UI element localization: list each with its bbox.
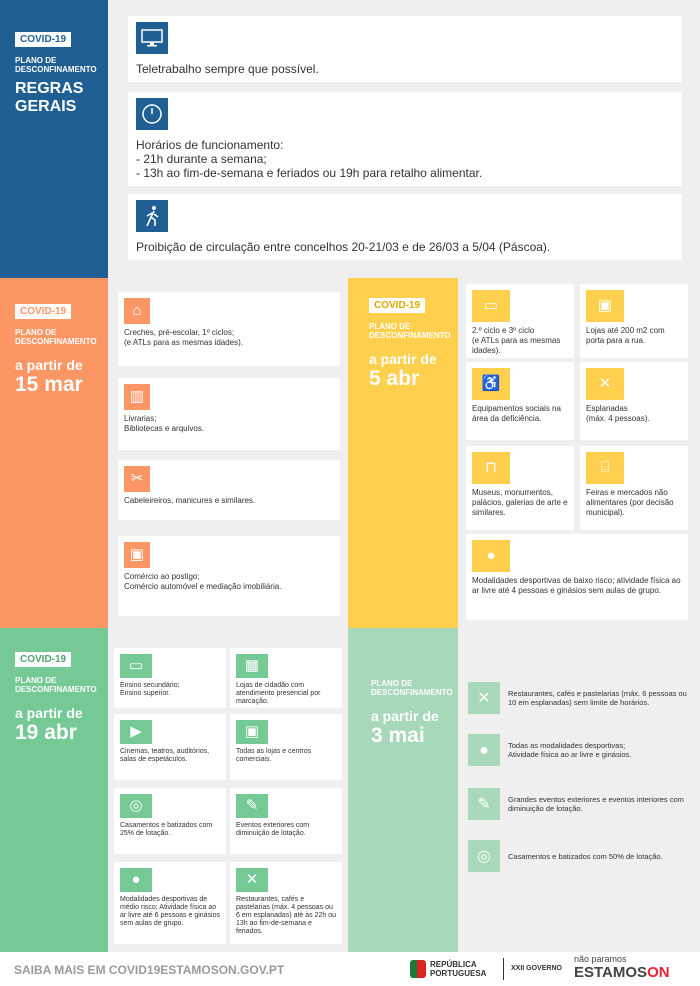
plan-subtitle: PLANO DE DESCONFINAMENTO (15, 56, 97, 74)
phase-prefix: a partir de (15, 357, 83, 373)
movie-camera-icon: ▶ (120, 720, 152, 744)
phase-prefix: a partir de (369, 351, 437, 367)
monitor-icon (136, 22, 168, 54)
phase1-side (0, 278, 108, 628)
phase-prefix: a partir de (15, 705, 83, 721)
plan-subtitle: PLANO DE DESCONFINAMENTO (371, 679, 453, 697)
phase3-card (230, 862, 342, 944)
calendar-icon: ▦ (236, 654, 268, 678)
plan-subtitle: PLANO DE DESCONFINAMENTO (15, 676, 97, 694)
phase1-card (118, 292, 340, 366)
rings-icon: ◎ (120, 794, 152, 818)
phase3-card (230, 648, 342, 708)
wheelchair-icon: ♿ (472, 368, 510, 400)
estamos-text: ESTAMOS (574, 964, 648, 981)
card-text: Casamentos e batizados com 25% de lotação. (120, 822, 213, 837)
card-text: Restaurantes, cafés e pastelarias (máx. 4 pessoas ou 6 em esplanadas) até às 22h ou 13h ao fim-de-semana e feriados. (236, 896, 337, 935)
rule-text: Proibição de circulação entre concelhos 20-21/03 e de 26/03 a 5/04 (Páscoa). (136, 240, 551, 254)
covid-tag: COVID-19 (15, 652, 71, 667)
phase4-item (468, 788, 692, 820)
card-text: Esplanadas (máx. 4 pessoas). (586, 404, 650, 423)
cutlery-icon: ✕ (236, 868, 268, 892)
phase1-card (118, 378, 340, 450)
museum-icon: ⊓ (472, 452, 510, 484)
estamos-on-logo (574, 954, 670, 981)
item-text: Restaurantes, cafés e pastelarias (máx. 6 pessoas ou 10 em esplanadas) sem limite de horários. (508, 689, 687, 707)
phase3-card (230, 788, 342, 854)
divider (503, 958, 504, 980)
sports-balls-icon: ● (468, 734, 500, 766)
item-text: Grandes eventos exteriores e eventos interiores com diminuição de lotação. (508, 795, 684, 813)
covid-tag: COVID-19 (15, 304, 71, 319)
card-text: Equipamentos sociais na área da deficiência. (472, 404, 561, 423)
card-text: Feiras e mercados não alimentares (por decisão municipal). (586, 488, 674, 517)
plan-subtitle: PLANO DE DESCONFINAMENTO (369, 322, 451, 340)
card-text: Lojas de cidadão com atendimento presencial por marcação. (236, 682, 321, 705)
republica-line1: REPÚBLICA (430, 960, 477, 969)
card-text: Ensino secundário; Ensino superior. (120, 682, 180, 697)
rule-card-telework (128, 16, 682, 82)
sports-balls-icon: ● (120, 868, 152, 892)
open-book-icon: ▭ (472, 290, 510, 322)
phase4-item (468, 682, 692, 714)
clock-icon (136, 98, 168, 130)
phase3-card (114, 648, 226, 708)
phase2-card (466, 284, 574, 358)
shopping-bags-icon: ▣ (586, 290, 624, 322)
shopping-bags-icon: ▣ (236, 720, 268, 744)
walking-person-icon (136, 200, 168, 232)
phase-date (15, 706, 108, 744)
phase3-card (114, 862, 226, 944)
phase1-card (118, 460, 340, 520)
phase-date-value: 5 abr (369, 367, 420, 390)
phase2-card (580, 446, 688, 530)
section-title: REGRAS GERAIS (15, 80, 84, 115)
on-text: ON (647, 964, 670, 981)
rings-icon: ◎ (468, 840, 500, 872)
ticket-icon: ✎ (468, 788, 500, 820)
more-info-link[interactable]: SAIBA MAIS EM COVID19ESTAMOSON.GOV.PT (14, 963, 285, 977)
phase4-item (468, 734, 692, 766)
market-stall-icon: ⌸ (586, 452, 624, 484)
rule-card-circulation (128, 194, 682, 260)
rule-text: Teletrabalho sempre que possível. (136, 62, 319, 76)
plan-subtitle: PLANO DE DESCONFINAMENTO (15, 328, 97, 346)
phase3-card (230, 714, 342, 780)
phase4-item (468, 840, 692, 872)
phase3-card (114, 788, 226, 854)
cutlery-icon: ✕ (586, 368, 624, 400)
phase2-side (348, 278, 458, 628)
republica-line2: PORTUGUESA (430, 969, 487, 978)
card-text: Eventos exteriores com diminuição de lotação. (236, 822, 310, 837)
rule-card-hours (128, 92, 682, 186)
card-text: Comércio ao postigo; Comércio automóvel e mediação imobiliária. (124, 572, 282, 591)
nao-paramos-text: não paramos (574, 954, 627, 964)
open-book-icon: ▭ (120, 654, 152, 678)
card-text: Modalidades desportivas de médio risco; Atividade física ao ar livre até 6 pessoas e ginásios sem aulas de grupo. (120, 896, 220, 927)
phase-date (15, 358, 108, 396)
republica-logo (410, 960, 486, 978)
barber-icon: ✂ (124, 466, 150, 492)
phase2-card (466, 534, 688, 620)
phase2-card (580, 284, 688, 358)
phase2-card (580, 362, 688, 440)
card-text: Cinemas, teatros, auditórios, salas de espetáculos. (120, 748, 210, 763)
shopping-bag-icon: ▣ (124, 542, 150, 568)
footer (0, 952, 700, 986)
phase-date-value: 3 mai (371, 724, 425, 747)
rule-text: Horários de funcionamento: - 21h durante a semana; - 13h ao fim-de-semana e feriados ou 19h para retalho alimentar. (136, 138, 483, 180)
card-text: Lojas até 200 m2 com porta para a rua. (586, 326, 665, 345)
phase-date (371, 709, 458, 747)
phase2-card (466, 446, 574, 530)
cutlery-icon: ✕ (468, 682, 500, 714)
phase4-side (348, 628, 458, 952)
sports-balls-icon: ● (472, 540, 510, 572)
flag-emblem-icon (410, 960, 426, 978)
card-text: 2.º ciclo e 3º ciclo (e ATLs para as mesmas idades). (472, 326, 561, 355)
covid-tag: COVID-19 (15, 32, 71, 47)
books-icon: ▥ (124, 384, 150, 410)
card-text: Livrarias; Bibliotecas e arquivos. (124, 414, 205, 433)
covid-tag: COVID-19 (369, 298, 425, 313)
phase3-card (114, 714, 226, 780)
item-text: Todas as modalidades desportivas; Atividade física ao ar livre e ginásios. (508, 741, 632, 759)
phase-date-value: 19 abr (15, 721, 77, 744)
phase-date (369, 352, 458, 390)
general-side (0, 0, 108, 278)
playground-icon: ⌂ (124, 298, 150, 324)
governo-label: XXII GOVERNO (511, 965, 562, 972)
phase-date-value: 15 mar (15, 373, 83, 396)
phase2-card (466, 362, 574, 440)
phase-prefix: a partir de (371, 708, 439, 724)
phase3-side (0, 628, 108, 952)
card-text: Museus, monumentos, palácios, galerias de arte e similares. (472, 488, 568, 517)
item-text: Casamentos e batizados com 50% de lotação. (508, 851, 663, 861)
ticket-icon: ✎ (236, 794, 268, 818)
card-text: Modalidades desportivas de baixo risco; atividade física ao ar livre até 4 pessoas e ginásios sem aulas de grupo. (472, 576, 681, 595)
card-text: Cabeleireiros, manicures e similares. (124, 496, 256, 505)
phase1-card (118, 536, 340, 616)
card-text: Creches, pré-escolar, 1º ciclos; (e ATLs para as mesmas idades). (124, 328, 244, 347)
card-text: Todas as lojas e centros comerciais. (236, 748, 312, 763)
